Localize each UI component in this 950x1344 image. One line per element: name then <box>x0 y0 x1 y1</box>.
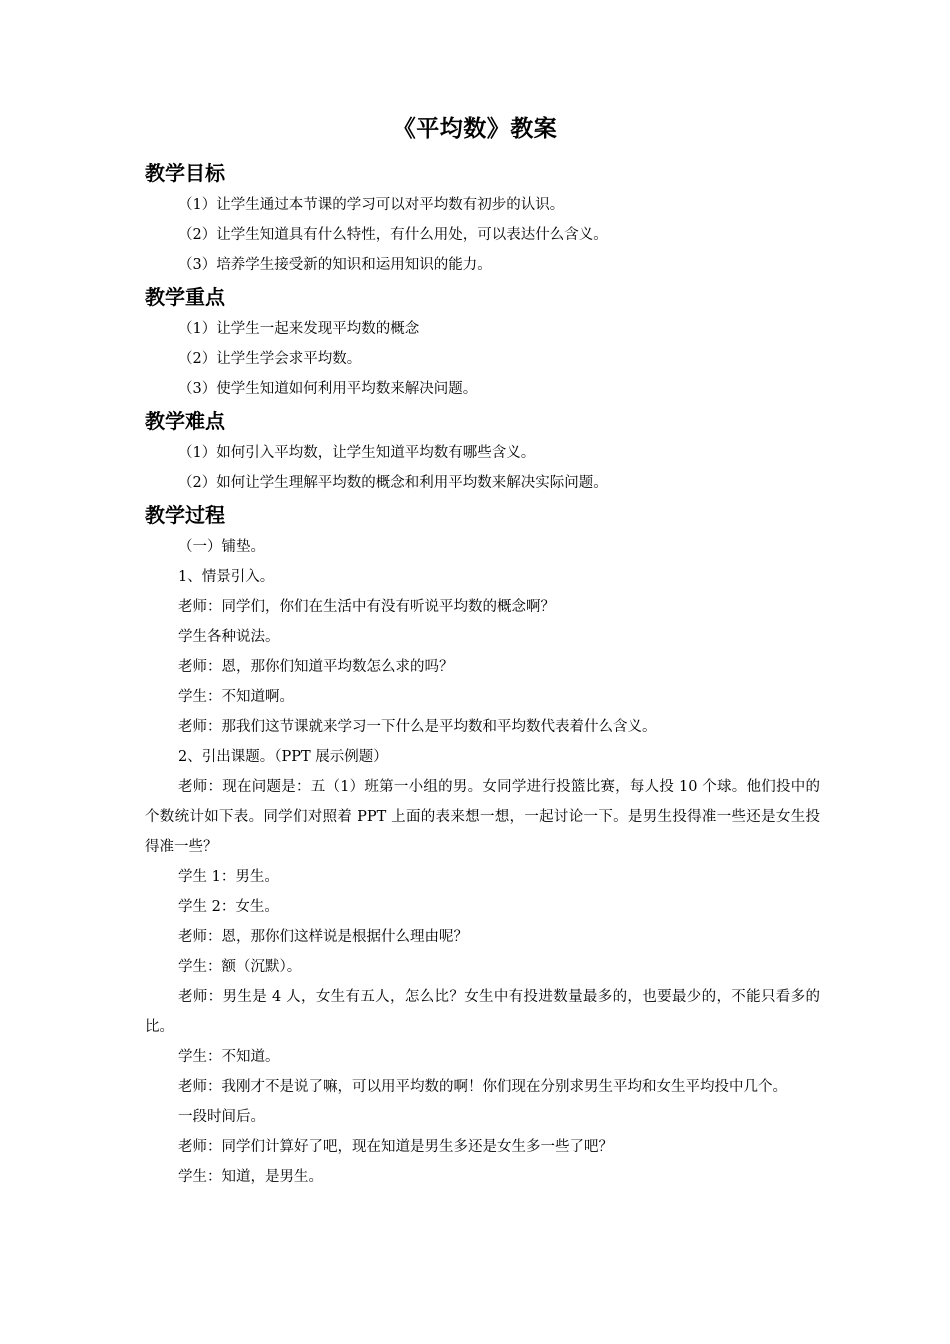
process-paragraph: 一段时间后。 <box>178 1109 265 1125</box>
process-paragraph: 老师：男生是 4 人，女生有五人，怎么比？女生中有投进数量最多的，也要最少的，不能只看多的比。 <box>145 989 820 1035</box>
document-title: 《平均数》教案 <box>392 116 558 142</box>
section-heading-difficulties: 教学难点 <box>145 409 225 433</box>
key-point-item: （3）使学生知道如何利用平均数来解决问题。 <box>178 381 478 397</box>
process-paragraph: 学生 2：女生。 <box>178 899 279 915</box>
process-paragraph: 学生：额（沉默）。 <box>178 959 302 975</box>
process-paragraph: 2、引出课题。（PPT 展示例题） <box>178 749 388 765</box>
process-paragraph: 老师：同学们计算好了吧，现在知道是男生多还是女生多一些了吧？ <box>178 1139 613 1155</box>
difficulty-item: （2）如何让学生理解平均数的概念和利用平均数来解决实际问题。 <box>178 475 608 491</box>
key-point-item: （2）让学生学会求平均数。 <box>178 351 362 367</box>
process-paragraph: 学生各种说法。 <box>178 629 280 645</box>
process-paragraph: 1、情景引入。 <box>178 569 275 585</box>
process-paragraph: 老师：恩，那你们知道平均数怎么求的吗？ <box>178 659 454 675</box>
process-paragraph: 老师：现在问题是：五（1）班第一小组的男。女同学进行投篮比赛，每人投 10 个球。他们投中的个数统计如下表。同学们对照着 PPT 上面的表来想一想，一起讨论一下。是男生投得准一些还是女生投得准一些？ <box>145 779 820 855</box>
key-point-item: （1）让学生一起来发现平均数的概念 <box>178 321 420 337</box>
objective-item: （1）让学生通过本节课的学习可以对平均数有初步的认识。 <box>178 197 565 213</box>
section-heading-process: 教学过程 <box>145 503 225 527</box>
objective-item: （3）培养学生接受新的知识和运用知识的能力。 <box>178 257 492 273</box>
process-paragraph: 老师：恩，那你们这样说是根据什么理由呢？ <box>178 929 468 945</box>
section-heading-objectives: 教学目标 <box>145 161 225 185</box>
process-paragraph: 老师：那我们这节课就来学习一下什么是平均数和平均数代表着什么含义。 <box>178 719 657 735</box>
process-paragraph: 学生：知道，是男生。 <box>178 1169 323 1185</box>
section-heading-key-points: 教学重点 <box>145 285 225 309</box>
process-paragraph: 老师：我刚才不是说了嘛，可以用平均数的啊！你们现在分别求男生平均和女生平均投中几个。 <box>178 1079 787 1095</box>
process-paragraph: 学生 1：男生。 <box>178 869 279 885</box>
process-paragraph: 老师：同学们，你们在生活中有没有听说平均数的概念啊？ <box>178 599 555 615</box>
process-paragraph: （一）铺垫。 <box>178 539 265 555</box>
process-paragraph: 学生：不知道啊。 <box>178 689 294 705</box>
process-paragraph: 学生：不知道。 <box>178 1049 280 1065</box>
difficulty-item: （1）如何引入平均数，让学生知道平均数有哪些含义。 <box>178 445 536 461</box>
objective-item: （2）让学生知道具有什么特性，有什么用处，可以表达什么含义。 <box>178 227 608 243</box>
document-body <box>145 156 820 1192</box>
